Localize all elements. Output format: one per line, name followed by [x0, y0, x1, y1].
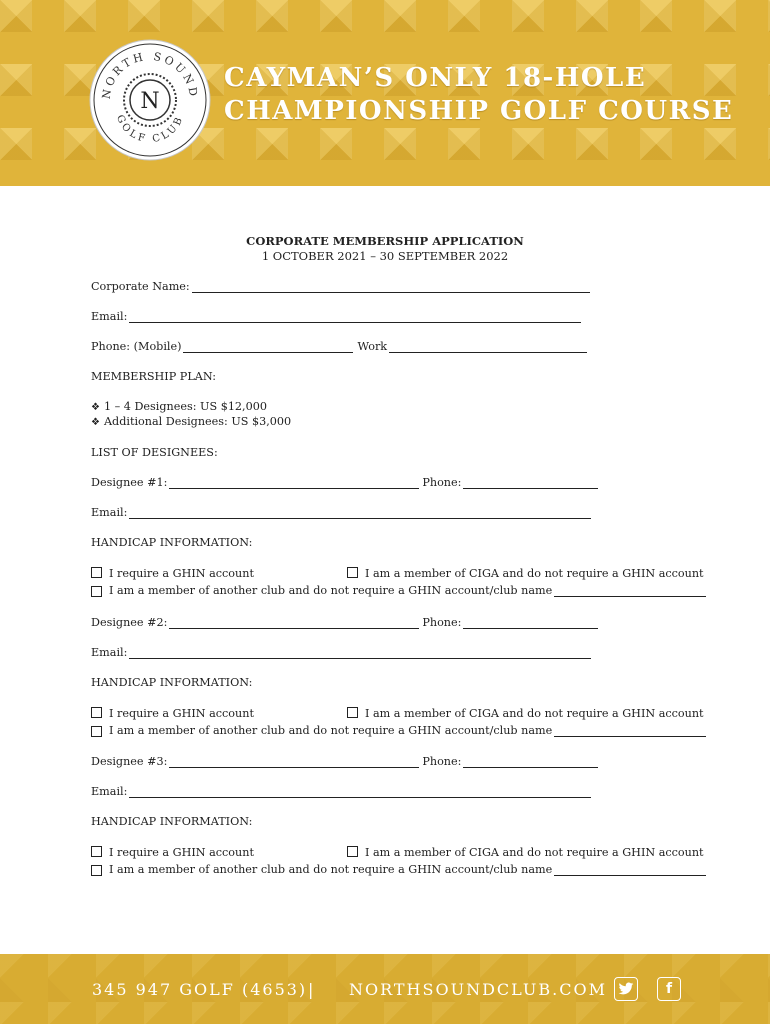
designee-1-phone-label: Phone: [422, 476, 462, 489]
designee-1-row [91, 476, 598, 489]
checkbox[interactable] [347, 567, 358, 578]
svg-text:GOLF CLUB: GOLF CLUB [113, 113, 187, 146]
checkbox[interactable] [347, 707, 358, 718]
designee-3-phone-label: Phone: [422, 755, 462, 768]
plan-text: 1 – 4 Designees: US $12,000 [103, 400, 267, 413]
designee-2-email-field[interactable] [129, 648, 591, 659]
designee-2-name-field[interactable] [169, 618, 419, 629]
designee-2-label: Designee #2: [91, 616, 168, 629]
email-row [91, 310, 581, 323]
email-field[interactable] [129, 312, 581, 323]
svg-text:NORTH SOUND: NORTH SOUND [99, 49, 201, 100]
plan-item [91, 415, 291, 428]
designee-2-phone-label: Phone: [422, 616, 462, 629]
membership-plan-label: MEMBERSHIP PLAN: [91, 370, 217, 383]
checkbox[interactable] [347, 846, 358, 857]
phone-row [91, 340, 587, 353]
checkbox[interactable] [91, 567, 102, 578]
designee-3-phone-field[interactable] [463, 757, 598, 768]
plan-text: Additional Designees: US $3,000 [103, 415, 292, 428]
footer-phone: 345 947 GOLF (4653) [92, 980, 308, 999]
designee-1-label: Designee #1: [91, 476, 168, 489]
option-label: I require a GHIN account [109, 846, 254, 859]
twitter-icon[interactable] [614, 977, 638, 1001]
option-label: I am a member of another club and do not require a GHIN account/club name [109, 724, 553, 737]
designee-2-email-label: Email: [91, 646, 128, 659]
option-label: I am a member of CIGA and do not require a GHIN account [365, 846, 704, 859]
designee-1-handicap-label: HANDICAP INFORMATION: [91, 536, 253, 549]
form-period: 1 OCTOBER 2021 – 30 SEPTEMBER 2022 [261, 249, 509, 263]
phone-mobile-field[interactable] [183, 342, 353, 353]
designee-2-phone-field[interactable] [463, 618, 598, 629]
designee-1-email-label: Email: [91, 506, 128, 519]
designee-3-row [91, 755, 598, 768]
footer-separator: | [308, 980, 316, 999]
option-label: I am a member of CIGA and do not require a GHIN account [365, 707, 704, 720]
facebook-icon[interactable]: f [657, 977, 681, 1001]
corporate-name-field[interactable] [192, 282, 590, 293]
checkbox[interactable] [91, 846, 102, 857]
diamond-bullet-icon: ❖ [91, 402, 100, 413]
designee-3-label: Designee #3: [91, 755, 168, 768]
headline-line2: CHAMPIONSHIP GOLF COURSE [224, 96, 734, 126]
checkbox[interactable] [91, 726, 102, 737]
option-label: I require a GHIN account [109, 707, 254, 720]
designee-3-handicap-label: HANDICAP INFORMATION: [91, 815, 253, 828]
logo-letter: N [140, 89, 160, 114]
diamond-bullet-icon: ❖ [91, 417, 100, 428]
option-label: I require a GHIN account [109, 567, 254, 580]
checkbox[interactable] [91, 865, 102, 876]
footer-website-link[interactable]: NORTHSOUNDCLUB.COM [349, 980, 607, 999]
email-label: Email: [91, 310, 128, 323]
designees-label: LIST OF DESIGNEES: [91, 446, 218, 459]
option-label: I am a member of another club and do not require a GHIN account/club name [109, 863, 553, 876]
option-label: I am a member of CIGA and do not require a GHIN account [365, 567, 704, 580]
designee-1-ciga-option[interactable] [347, 567, 704, 580]
footer-bar [0, 954, 770, 1024]
designee-3-ciga-option[interactable] [347, 846, 704, 859]
corporate-name-label: Corporate Name: [91, 280, 190, 293]
designee-2-ghin-option[interactable] [91, 707, 254, 720]
designee-2-email-row [91, 646, 591, 659]
designee-2-handicap-label: HANDICAP INFORMATION: [91, 676, 253, 689]
option-label: I am a member of another club and do not require a GHIN account/club name [109, 584, 553, 597]
phone-mobile-label: Phone: (Mobile) [91, 340, 182, 353]
designee-3-email-label: Email: [91, 785, 128, 798]
designee-2-ciga-option[interactable] [347, 707, 704, 720]
checkbox[interactable] [91, 707, 102, 718]
designee-1-other-club-option[interactable] [91, 584, 706, 597]
designee-3-club-name-field[interactable] [554, 865, 706, 876]
designee-2-other-club-option[interactable] [91, 724, 706, 737]
designee-3-name-field[interactable] [169, 757, 419, 768]
header-banner [0, 0, 770, 186]
designee-3-ghin-option[interactable] [91, 846, 254, 859]
designee-1-ghin-option[interactable] [91, 567, 254, 580]
corporate-name-row [91, 280, 590, 293]
designee-1-email-row [91, 506, 591, 519]
designee-3-email-field[interactable] [129, 787, 591, 798]
north-sound-golf-club-logo [88, 38, 212, 162]
plan-item [91, 400, 267, 413]
work-label: Work [357, 340, 388, 353]
designee-1-email-field[interactable] [129, 508, 591, 519]
designee-3-other-club-option[interactable] [91, 863, 706, 876]
designee-2-row [91, 616, 598, 629]
designee-1-name-field[interactable] [169, 478, 419, 489]
checkbox[interactable] [91, 586, 102, 597]
work-phone-field[interactable] [389, 342, 587, 353]
headline [224, 62, 733, 128]
designee-2-club-name-field[interactable] [554, 726, 706, 737]
designee-3-email-row [91, 785, 591, 798]
designee-1-club-name-field[interactable] [554, 586, 706, 597]
headline-line1: CAYMAN’S ONLY 18-HOLE [224, 63, 647, 93]
designee-1-phone-field[interactable] [463, 478, 598, 489]
form-title: CORPORATE MEMBERSHIP APPLICATION [246, 234, 524, 248]
